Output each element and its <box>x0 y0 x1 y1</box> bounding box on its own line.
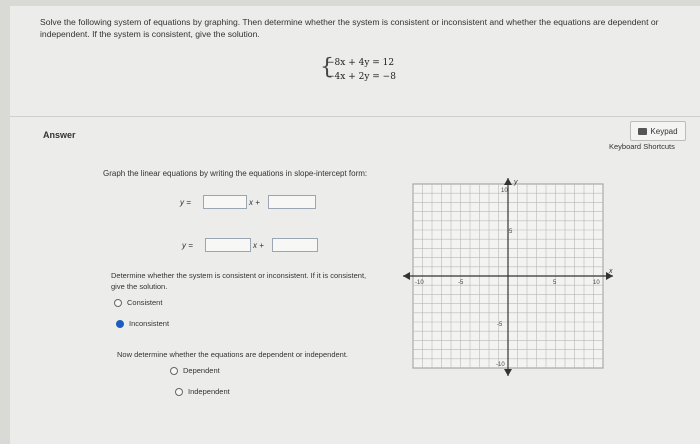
system-brace: { <box>320 55 334 80</box>
x-axis-left-arrow <box>403 272 410 280</box>
equation-system <box>320 55 396 84</box>
answer-heading: Answer <box>43 130 76 140</box>
dependent-label: Dependent <box>183 366 220 375</box>
y-axis-label: y <box>514 179 518 186</box>
inconsistent-label: Inconsistent <box>129 319 170 328</box>
keyboard-shortcuts-link[interactable]: Keyboard Shortcuts <box>609 142 675 151</box>
equation-1: −8x + 4y = 12 <box>327 58 395 68</box>
y-axis-down-arrow <box>504 369 512 376</box>
dependency-question: Now determine whether the equations are dependent or independent. <box>117 350 348 359</box>
line1-slope-input[interactable] <box>203 195 247 209</box>
x-tick-neg5: -5 <box>458 280 464 286</box>
independent-option[interactable] <box>175 387 230 396</box>
line1-intercept-input[interactable] <box>268 195 316 209</box>
keypad-button[interactable] <box>630 121 686 141</box>
y-axis-up-arrow <box>504 178 512 185</box>
line2-y-label: y = <box>182 241 193 250</box>
keyboard-icon <box>638 128 647 135</box>
inconsistent-radio[interactable] <box>116 320 124 328</box>
y-tick-10: 10 <box>501 188 508 194</box>
equation-2: −4x + 2y = −8 <box>327 72 396 82</box>
keypad-label: Keypad <box>650 126 678 136</box>
x-axis-label: x <box>609 268 613 275</box>
graph-instructions: Graph the linear equations by writing the equations in slope-intercept form: <box>103 169 368 178</box>
y-tick-neg5: -5 <box>497 322 503 328</box>
x-tick-neg10: -10 <box>415 280 424 286</box>
line2-slope-input[interactable] <box>205 238 251 252</box>
independent-radio[interactable] <box>175 388 183 396</box>
problem-instructions: Solve the following system of equations by graphing. Then determine whether the system is consistent or inconsistent and whether the equations are dependent or independent. If the system is consistent, give the solution. <box>40 17 659 39</box>
line1-x-plus-label: x + <box>249 198 260 207</box>
consistent-label: Consistent <box>127 298 163 307</box>
y-tick-neg10: -10 <box>496 362 505 368</box>
dependent-option[interactable] <box>170 366 220 375</box>
line2-x-plus-label: x + <box>253 241 264 250</box>
consistent-option[interactable] <box>114 298 162 307</box>
graph-svg[interactable] <box>403 178 615 378</box>
problem-page <box>10 6 700 444</box>
line1-y-label: y = <box>180 198 191 207</box>
consistent-radio[interactable] <box>114 299 122 307</box>
consistency-question: Determine whether the system is consistent or inconsistent. If it is consistent, give the solution. <box>111 271 367 291</box>
coordinate-graph[interactable] <box>403 178 615 378</box>
independent-label: Independent <box>188 387 230 396</box>
dependent-radio[interactable] <box>170 367 178 375</box>
y-tick-5: 5 <box>509 229 513 235</box>
section-divider <box>10 116 700 117</box>
x-tick-5: 5 <box>553 280 557 286</box>
inconsistent-option[interactable] <box>116 319 169 328</box>
line2-intercept-input[interactable] <box>272 238 318 252</box>
x-tick-10: 10 <box>593 280 600 286</box>
